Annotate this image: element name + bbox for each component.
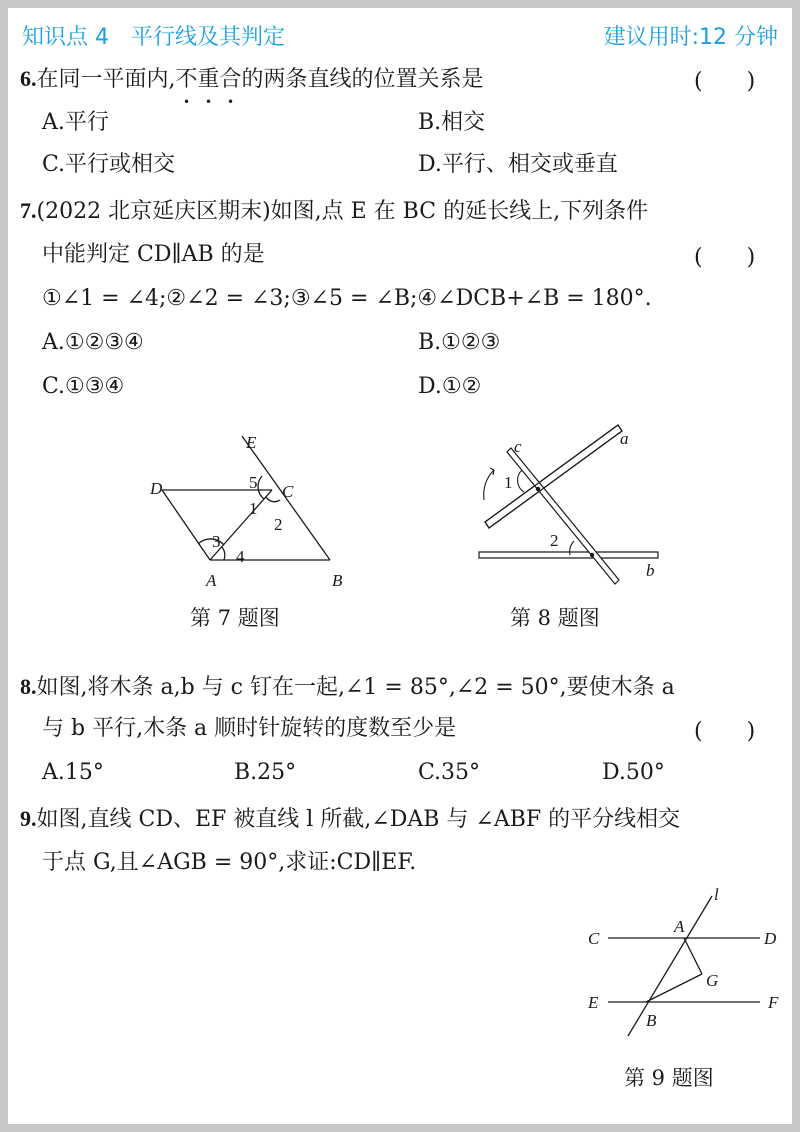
q7-option-a[interactable]: A.①②③④ bbox=[42, 330, 144, 355]
answer-blank[interactable]: ( ) bbox=[694, 69, 756, 94]
q8-option-a[interactable]: A.15° bbox=[42, 760, 104, 785]
q6-text-a: 在同一平面内, bbox=[36, 67, 176, 92]
figure-9 bbox=[574, 882, 784, 1052]
q6-option-c[interactable]: C.平行或相交 bbox=[42, 152, 176, 177]
point-label-D: D bbox=[764, 929, 777, 948]
point-label-B: B bbox=[332, 571, 343, 590]
angle-label-3: 3 bbox=[212, 532, 221, 551]
point-label-E: E bbox=[588, 993, 599, 1012]
question-number: 7. bbox=[20, 198, 37, 223]
figure-8 bbox=[460, 410, 680, 590]
emphasis-char: 不 bbox=[175, 67, 198, 92]
angle-arc-5 bbox=[258, 476, 264, 499]
q9-line1: 如图,直线 CD、EF 被直线 l 所截,∠DAB 与 ∠ABF 的平分线相交 bbox=[36, 807, 681, 832]
q8-option-c[interactable]: C.35° bbox=[418, 760, 481, 785]
point-label-F: F bbox=[768, 993, 779, 1012]
question-7-stem bbox=[20, 196, 648, 227]
segment-BG bbox=[646, 974, 702, 1002]
question-9-stem bbox=[20, 804, 680, 835]
question-number: 6. bbox=[20, 66, 37, 91]
point-label-C: C bbox=[588, 929, 600, 948]
question-number: 8. bbox=[20, 674, 37, 699]
q9-line2: 于点 G,且∠AGB = 90°,求证:CD∥EF. bbox=[42, 850, 417, 875]
q7-line2: 中能判定 CD∥AB 的是 bbox=[42, 242, 265, 267]
nail-1 bbox=[536, 487, 540, 491]
figure-7-caption: 第 7 题图 bbox=[190, 606, 280, 630]
answer-blank[interactable]: ( ) bbox=[694, 245, 756, 270]
q8-option-d[interactable]: D.50° bbox=[602, 760, 665, 785]
figure-8-caption: 第 8 题图 bbox=[510, 606, 600, 630]
point-label-G: G bbox=[706, 971, 719, 990]
angle-arc-2 bbox=[266, 497, 280, 502]
worksheet-page bbox=[8, 8, 792, 1124]
q8-line2: 与 b 平行,木条 a 顺时针旋转的度数至少是 bbox=[42, 716, 457, 741]
angle-label-2: 2 bbox=[550, 531, 559, 550]
emphasis-char: 重 bbox=[197, 67, 220, 92]
point-label-A: A bbox=[206, 571, 217, 590]
point-label-E: E bbox=[246, 433, 257, 452]
angle-label-2: 2 bbox=[274, 515, 283, 534]
point-label-C: C bbox=[282, 482, 294, 501]
answer-blank[interactable]: ( ) bbox=[694, 719, 756, 744]
q7-line1: (2022 北京延庆区期末)如图,点 E 在 BC 的延长线上,下列条件 bbox=[36, 199, 649, 224]
angle-arc-4 bbox=[222, 547, 225, 560]
question-6-stem bbox=[20, 64, 484, 95]
emphasis-char: 合 bbox=[219, 67, 242, 92]
section-title: 知识点 4 平行线及其判定 bbox=[22, 25, 285, 50]
stick-b bbox=[479, 552, 658, 558]
point-label-B: B bbox=[646, 1011, 657, 1030]
label-b: b bbox=[646, 561, 655, 580]
q7-option-c[interactable]: C.①③④ bbox=[42, 374, 125, 399]
rotation-arrow bbox=[484, 470, 494, 500]
q7-option-d[interactable]: D.①② bbox=[418, 374, 482, 399]
segment-AG bbox=[684, 938, 702, 974]
angle-label-1: 1 bbox=[504, 473, 513, 492]
q7-conditions: ①∠1 = ∠4;②∠2 = ∠3;③∠5 = ∠B;④∠DCB+∠B = 180°. bbox=[42, 286, 652, 311]
q8-line1: 如图,将木条 a,b 与 c 钉在一起,∠1 = 85°,∠2 = 50°,要使木条 a bbox=[36, 675, 675, 700]
figure-7 bbox=[136, 420, 376, 600]
q6-option-d[interactable]: D.平行、相交或垂直 bbox=[418, 152, 618, 177]
angle-label-5: 5 bbox=[249, 473, 258, 492]
line-label-l: l bbox=[714, 885, 719, 904]
q6-option-b[interactable]: B.相交 bbox=[418, 110, 486, 135]
suggested-time: 建议用时:12 分钟 bbox=[603, 25, 778, 50]
q6-text-b: 的两条直线的位置关系是 bbox=[241, 67, 484, 92]
angle-arc-1 bbox=[518, 470, 524, 492]
line-l bbox=[628, 896, 712, 1036]
nail-2 bbox=[590, 553, 594, 557]
q8-option-b[interactable]: B.25° bbox=[234, 760, 297, 785]
segment-DA bbox=[162, 490, 210, 560]
point-label-A: A bbox=[674, 917, 685, 936]
point-label-D: D bbox=[150, 479, 163, 498]
q6-option-a[interactable]: A.平行 bbox=[42, 110, 109, 135]
question-number: 9. bbox=[20, 806, 37, 831]
label-a: a bbox=[620, 429, 629, 448]
angle-label-4: 4 bbox=[236, 547, 245, 566]
figure-9-caption: 第 9 题图 bbox=[624, 1066, 714, 1090]
angle-label-1: 1 bbox=[249, 499, 258, 518]
q7-option-b[interactable]: B.①②③ bbox=[418, 330, 501, 355]
label-c: c bbox=[514, 437, 522, 456]
question-8-stem bbox=[20, 672, 675, 703]
